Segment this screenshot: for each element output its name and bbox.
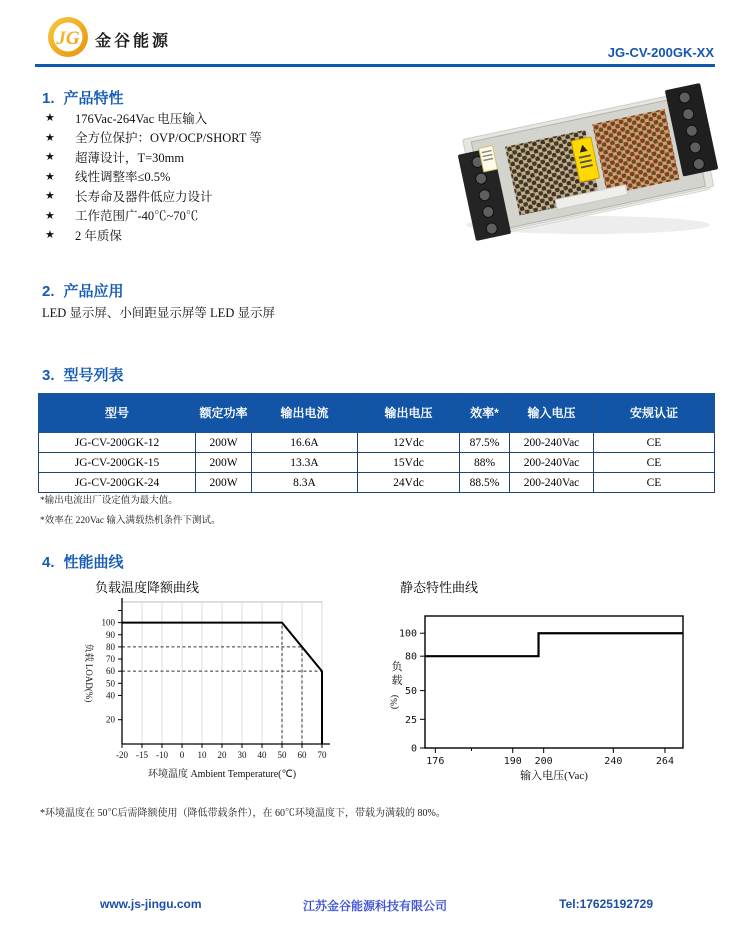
star-bullet-icon: ★ [45, 228, 55, 242]
table-cell: JG-CV-200GK-24 [39, 473, 196, 493]
section-heading-curves [42, 551, 124, 572]
section-number: 3. [42, 367, 55, 384]
table-cell: JG-CV-200GK-15 [39, 453, 196, 473]
svg-text:40: 40 [257, 750, 267, 760]
product-image [448, 82, 728, 242]
feature-item [45, 186, 262, 206]
section-title: 性能曲线 [63, 554, 124, 571]
svg-text:-15: -15 [136, 750, 148, 760]
table-header-cell: 输入电压 [510, 394, 594, 433]
table-cell: 88.5% [460, 473, 510, 493]
table-cell: 24Vdc [358, 473, 460, 493]
section-number: 1. [42, 90, 55, 107]
feature-text: 2 年质保 [75, 228, 122, 243]
svg-text:80: 80 [404, 651, 417, 663]
model-number: JG-CV-200GK-XX [607, 45, 714, 60]
section-number: 4. [42, 554, 55, 571]
table-cell: 88% [460, 453, 510, 473]
table-cell: 16.6A [252, 433, 358, 453]
section-title: 型号列表 [63, 367, 124, 384]
table-header-cell: 输出电流 [252, 394, 358, 433]
section-heading-features [42, 87, 124, 108]
feature-item [45, 206, 262, 226]
feature-text: 工作范围广-40℃~70℃ [75, 209, 199, 224]
model-table [38, 393, 715, 493]
static-chart-title: 静态特性曲线 [400, 580, 479, 595]
svg-text:264: 264 [655, 756, 674, 767]
feature-text: 超薄设计，T=30mm [75, 150, 185, 165]
curve-footnote: *环境温度在 50℃后需降额使用（降低带载条件），在 60℃环境温度下，带载为满载的 80%。 [40, 808, 446, 819]
feature-text: 线性调整率≤0.5% [75, 170, 171, 185]
table-header-cell: 额定功率 [196, 394, 252, 433]
svg-text:60: 60 [297, 750, 307, 760]
svg-text:10: 10 [197, 750, 207, 760]
table-cell: 8.3A [252, 473, 358, 493]
table-cell: 200-240Vac [510, 473, 594, 493]
table-note-1: *输出电流出厂设定值为最大值。 [40, 496, 178, 506]
svg-text:20: 20 [217, 750, 227, 760]
svg-text:240: 240 [604, 756, 623, 767]
table-cell: 15Vdc [358, 453, 460, 473]
company-logo-icon [46, 15, 90, 59]
svg-text:100: 100 [101, 617, 115, 628]
table-header-cell: 安规认证 [594, 394, 715, 433]
svg-text:负载 LOAD(%): 负载 LOAD(%) [84, 643, 94, 703]
svg-text:(%): (%) [390, 694, 400, 710]
section-number: 2. [42, 283, 55, 300]
table-cell: CE [594, 473, 715, 493]
section-heading-models [42, 364, 124, 385]
feature-item [45, 147, 262, 167]
table-cell: 200W [196, 433, 252, 453]
company-name: 金谷能源 [95, 33, 172, 50]
svg-text:90: 90 [106, 629, 115, 640]
svg-text:50: 50 [106, 678, 115, 689]
svg-text:30: 30 [237, 750, 247, 760]
table-row [39, 433, 715, 453]
applications-text: LED 显示屏、小间距显示屏等 LED 显示屏 [42, 306, 275, 320]
footer-telephone: Tel:17625192729 [559, 897, 653, 911]
svg-text:20: 20 [106, 714, 115, 725]
star-bullet-icon: ★ [45, 111, 55, 125]
feature-text: 全方位保护：OVP/OCP/SHORT 等 [75, 131, 262, 146]
section-title: 产品应用 [63, 283, 124, 300]
svg-text:0: 0 [179, 750, 185, 760]
table-header-row [39, 394, 715, 433]
star-bullet-icon: ★ [45, 169, 55, 183]
star-bullet-icon: ★ [45, 208, 55, 222]
header-divider [35, 64, 715, 67]
svg-text:0: 0 [410, 743, 417, 755]
table-cell: JG-CV-200GK-12 [39, 433, 196, 453]
table-cell: 200W [196, 473, 252, 493]
table-header-cell: 输出电压 [358, 394, 460, 433]
table-cell: 13.3A [252, 453, 358, 473]
derating-chart-title: 负载温度降额曲线 [95, 580, 200, 595]
star-bullet-icon: ★ [45, 130, 55, 144]
svg-text:60: 60 [106, 666, 115, 677]
svg-text:25: 25 [404, 714, 417, 726]
svg-text:176: 176 [426, 756, 445, 767]
svg-text:-20: -20 [116, 750, 128, 760]
svg-text:80: 80 [106, 641, 115, 652]
feature-text: 长寿命及器件低应力设计 [75, 189, 213, 204]
svg-text:70: 70 [317, 750, 327, 760]
svg-text:-10: -10 [156, 750, 168, 760]
footer-company-name: 江苏金谷能源科技有限公司 [302, 899, 447, 913]
svg-text:载: 载 [391, 675, 403, 687]
feature-text: 176Vac-264Vac 电压输入 [75, 111, 208, 126]
model-table-body [39, 433, 715, 493]
table-note-2: *效率在 220Vac 输入满载热机条件下测试。 [40, 516, 221, 526]
feature-item [45, 108, 262, 128]
section-title: 产品特性 [63, 90, 124, 107]
derating-curve-chart [70, 592, 348, 800]
svg-text:50: 50 [277, 750, 287, 760]
table-cell: CE [594, 453, 715, 473]
section-heading-applications [42, 280, 124, 301]
table-cell: 12Vdc [358, 433, 460, 453]
table-cell: 200W [196, 453, 252, 473]
table-header-cell: 型号 [39, 394, 196, 433]
svg-text:负: 负 [391, 661, 403, 673]
model-table-head [39, 394, 715, 433]
svg-text:40: 40 [106, 690, 115, 701]
svg-text:输入电压(Vac): 输入电压(Vac) [520, 770, 588, 782]
table-row [39, 473, 715, 493]
svg-text:70: 70 [106, 654, 115, 665]
table-row [39, 453, 715, 473]
star-bullet-icon: ★ [45, 150, 55, 164]
table-cell: 87.5% [460, 433, 510, 453]
table-cell: 200-240Vac [510, 433, 594, 453]
svg-text:190: 190 [503, 756, 522, 767]
svg-text:200: 200 [534, 756, 553, 767]
svg-text:100: 100 [398, 628, 417, 640]
svg-text:环境温度 Ambient Temperature(℃): 环境温度 Ambient Temperature(℃) [147, 769, 297, 780]
table-header-cell: 效率* [460, 394, 510, 433]
static-curve-chart [381, 602, 693, 784]
logo-monogram: JG [56, 28, 80, 49]
feature-item [45, 167, 262, 187]
svg-text:50: 50 [404, 686, 417, 698]
feature-item [45, 128, 262, 148]
feature-item [45, 225, 262, 245]
footer-website-link[interactable]: www.js-jingu.com [100, 897, 202, 911]
table-cell: 200-240Vac [510, 453, 594, 473]
vent-holes-right [592, 109, 679, 195]
table-cell: CE [594, 433, 715, 453]
feature-list [45, 108, 262, 245]
star-bullet-icon: ★ [45, 189, 55, 203]
